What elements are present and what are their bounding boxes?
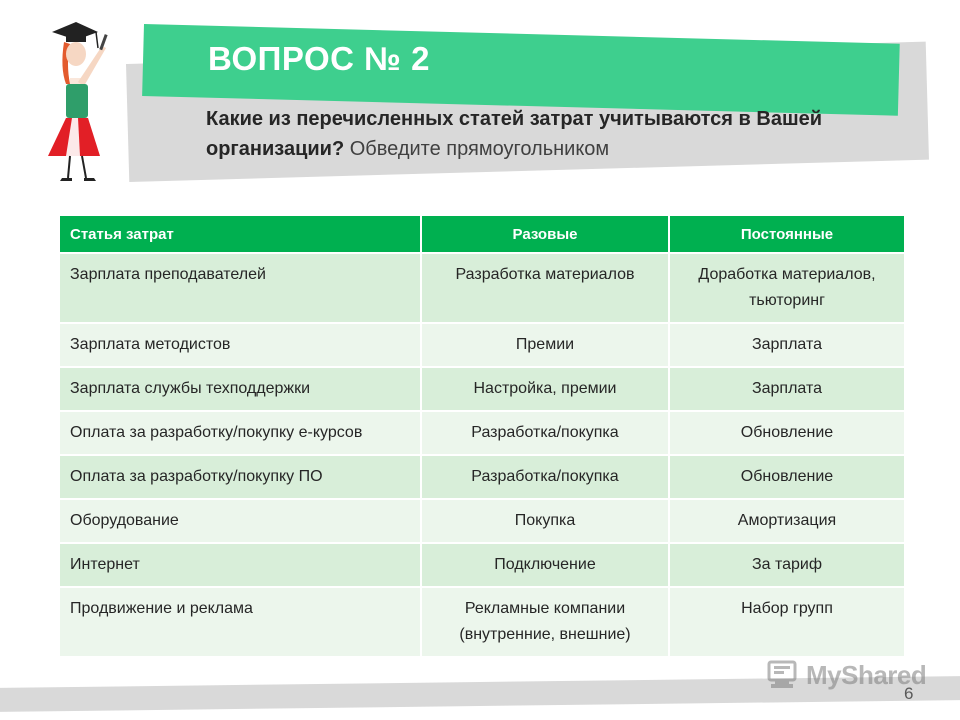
table-row [60, 588, 904, 656]
cell-recurring: Зарплата [670, 324, 904, 366]
cell-recurring: Доработка материалов, тьюторинг [670, 254, 904, 322]
table-row [60, 368, 904, 410]
cell-one-time: Покупка [422, 500, 668, 542]
cell-one-time: Премии [422, 324, 668, 366]
question-instruction: Обведите прямоугольником [344, 138, 610, 160]
cell-cost-item: Оплата за разработку/покупку ПО [60, 456, 420, 498]
table-row [60, 456, 904, 498]
cell-one-time: Разработка/покупка [422, 456, 668, 498]
header-recurring: Постоянные [670, 216, 904, 252]
cell-recurring: За тариф [670, 544, 904, 586]
table-row [60, 500, 904, 542]
cell-cost-item: Интернет [60, 544, 420, 586]
table-row [60, 412, 904, 454]
cost-table [58, 214, 906, 658]
question-bold: Какие из перечисленных статей затрат учитываются в Вашей организации? [206, 108, 823, 160]
cell-one-time: Подключение [422, 544, 668, 586]
cell-cost-item: Зарплата преподавателей [60, 254, 420, 322]
table-row [60, 324, 904, 366]
table-row [60, 254, 904, 322]
cell-one-time: Настройка, премии [422, 368, 668, 410]
table-row [60, 544, 904, 586]
cell-recurring: Обновление [670, 456, 904, 498]
cell-cost-item: Зарплата службы техподдержки [60, 368, 420, 410]
header-cost-item: Статья затрат [60, 216, 420, 252]
cell-recurring: Обновление [670, 412, 904, 454]
cell-cost-item: Зарплата методистов [60, 324, 420, 366]
watermark [766, 655, 926, 695]
watermark-text: MyShared [806, 659, 927, 690]
cell-cost-item: Оплата за разработку/покупку е-курсов [60, 412, 420, 454]
table-header-row [60, 216, 904, 252]
cell-recurring: Зарплата [670, 368, 904, 410]
question-text [206, 104, 886, 164]
myshared-logo-icon [766, 659, 800, 691]
cell-one-time: Рекламные компании (внутренние, внешние) [422, 588, 668, 656]
cell-one-time: Разработка/покупка [422, 412, 668, 454]
student-figure-icon [40, 18, 120, 183]
header-one-time: Разовые [422, 216, 668, 252]
cell-cost-item: Продвижение и реклама [60, 588, 420, 656]
cell-one-time: Разработка материалов [422, 254, 668, 322]
page-number: 6 [904, 684, 914, 703]
slide-title: ВОПРОС № 2 [208, 40, 430, 77]
cell-recurring: Амортизация [670, 500, 904, 542]
cell-recurring: Набор групп [670, 588, 904, 656]
cell-cost-item: Оборудование [60, 500, 420, 542]
